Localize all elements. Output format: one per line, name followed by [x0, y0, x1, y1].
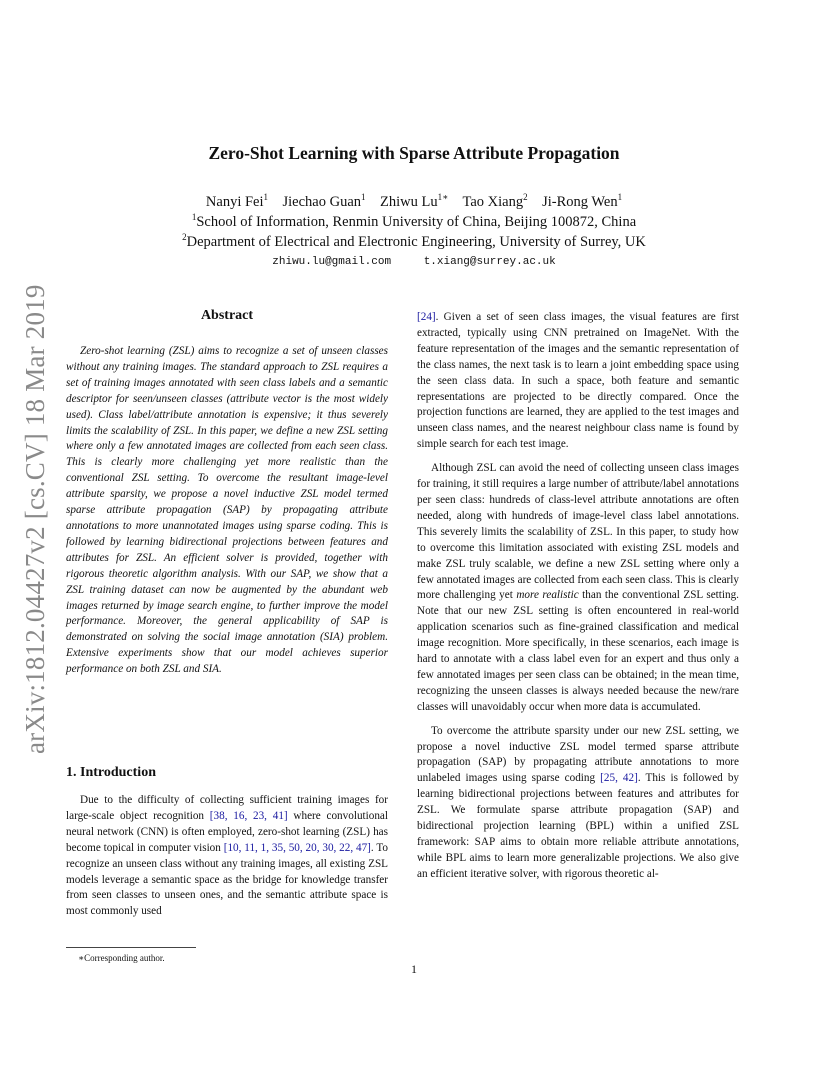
author-name: Jiechao Guan	[282, 194, 362, 210]
text-run: . This is followed by learning bidirectional projections between features and attributes for ZSL. We formulate sparse attribute propagation (SAP) and bidirectional projection learning (BPL) within a unified ZSL framework: SAP aims to obtain more reliable attribute annotations, while BPL aims to learn more generalizable projections. We also give an efficient iterative solver, with rigorous theoretic al-	[417, 772, 740, 880]
author-affiliation-mark: 2	[523, 192, 528, 203]
author-affiliation-mark: 1	[361, 192, 366, 203]
author-name: Nanyi Fei	[205, 194, 264, 210]
footnote: ∗Corresponding author.	[78, 953, 165, 963]
affiliation-2	[0, 234, 828, 251]
text-run: . Given a set of seen class images, the visual features are first extracted, typically using CNN pretrained on ImageNet. With the feature representation of the images and the semantic representation of the class names, the next task is to learn a joint embedding space using the seen class data. In such a space, both feature and semantic representations are projected to be directly compared. Once the projection functions are learned, they are applied to the test images and unseen class names, and the nearest neighbour class name is found by simple search for each test image.	[417, 311, 739, 451]
text-run: . To recognize an unseen class without any training images, all existing ZSL models leverage a semantic space as the bridge for knowledge transfer from seen classes to unseen ones, and the semantic attribute space is most commonly used	[66, 841, 388, 918]
text-run: where convolutional neural network (CNN) is often employed, zero-shot learning (ZSL) has become topical in computer vision	[66, 809, 389, 854]
citation-link[interactable]: [25, 42]	[600, 772, 638, 785]
email-link[interactable]: zhiwu.lu@gmail.com	[272, 256, 392, 268]
author-affiliation-mark: 1	[617, 192, 623, 203]
citation-link[interactable]: [38, 16, 23, 41]	[209, 809, 288, 822]
affiliation-mark: 1	[191, 212, 197, 223]
text-run: than the conventional ZSL setting. Note that our new ZSL setting is often encountered in real-world application scenarios such as fine-grained classification and medical image recognition. More specifically, in these scenarios, each image is hard to annotate with a class label even for an expert and thus only a few annotated images per seen class can be obtained; in the mean time, recognizing the unseen classes is always needed because the new/rare classes will unavoidably occur when more data is accumulated.	[417, 589, 739, 713]
paragraph	[417, 310, 739, 453]
author-name: Zhiwu Lu	[380, 194, 438, 210]
author-affiliation-mark: 1∗	[437, 192, 449, 203]
page-number: 1	[411, 962, 417, 976]
affiliation-mark: 2	[182, 232, 187, 243]
section-heading-introduction: 1. Introduction	[66, 765, 156, 780]
paragraph	[417, 461, 739, 716]
text-run: Due to the difficulty of collecting sufficient training images for large-scale object recognition	[66, 794, 388, 822]
abstract-heading: Abstract	[200, 308, 254, 323]
arxiv-stamp: arXiv:1812.04427v2 [cs.CV] 18 Mar 2019	[20, 284, 50, 754]
paragraph	[417, 724, 739, 883]
author-name: Tao Xiang	[462, 194, 524, 210]
right-column	[417, 310, 739, 883]
affiliation-text: Department of Electrical and Electronic Engineering, University of Surrey, UK	[186, 234, 646, 250]
citation-link[interactable]: [24]	[417, 311, 436, 323]
abstract-text: Zero-shot learning (ZSL) aims to recognize a set of unseen classes without any training images. The standard approach to ZSL requires a set of training images annotated with seen class labels and a semantic descriptor for seen/unseen classes (attribute vector is the most widely used). Class label/attribute annotation is expensive; it thus severely limits the scalability of ZSL. In this paper, we define a new ZSL setting where only a few annotated images are collected from each seen class. This is clearly more challenging yet more realistic than the conventional ZSL setting. To overcome the resultant image-level attribute sparsity, we propose a novel inductive ZSL model termed sparse attribute propagation (SAP) by propagating attribute annotations to more unannotated images using sparse coding. This is followed by learning bidirectional projections between features and attributes for ZSL. An efficient solver is provided, together with rigorous theoretic algorithm analysis. With our SAP, we show that a ZSL training dataset can now be augmented by the abundant web images returned by image search engine, to further improve the model performance. Moreover, the general applicability of SAP is demonstrated on solving the social image annotation (SIA) problem. Extensive experiments show that our model achieves superior performance on both ZSL and SIA.	[66, 345, 388, 676]
text-run: To overcome the attribute sparsity under our new ZSL setting, we propose a novel inductive ZSL model termed sparse attribute propagation (SAP) by propagating attribute annotations to more unlabeled images using sparse coding	[417, 724, 739, 785]
affiliation-text: School of Information, Renmin University of China, Beijing 100872, China	[196, 214, 637, 230]
author-affiliation-mark: 1	[263, 192, 268, 203]
citation-link[interactable]: [10, 11, 1, 35, 50, 20, 30, 22, 47]	[223, 841, 371, 854]
author-emails	[0, 256, 828, 268]
paper-title: Zero-Shot Learning with Sparse Attribute Propagation	[208, 143, 620, 163]
intro-left-column	[66, 793, 388, 920]
abstract-body	[66, 344, 388, 678]
emphasis-text: more realistic	[516, 589, 579, 602]
text-run: Although ZSL can avoid the need of collecting unseen class images for training, it still requires a large number of attribute/label annotations per seen class: hundreds of class-level attribute annotations are often needed, along with hundreds of image-level class label annotations. This severely limits the scalability of ZSL. In this paper, to study how to overcome this limitation associated with existing ZSL models and make ZSL truly scalable, we define a new ZSL setting where only a few annotated images are collected from each seen class. This is clearly more challenging yet	[417, 462, 739, 602]
email-link[interactable]: t.xiang@surrey.ac.uk	[423, 256, 556, 268]
author-name: Ji-Rong Wen	[542, 194, 618, 210]
author-list	[0, 194, 828, 211]
intro-paragraph	[66, 793, 388, 920]
affiliation-1	[0, 214, 828, 231]
footnote-rule	[66, 947, 196, 948]
